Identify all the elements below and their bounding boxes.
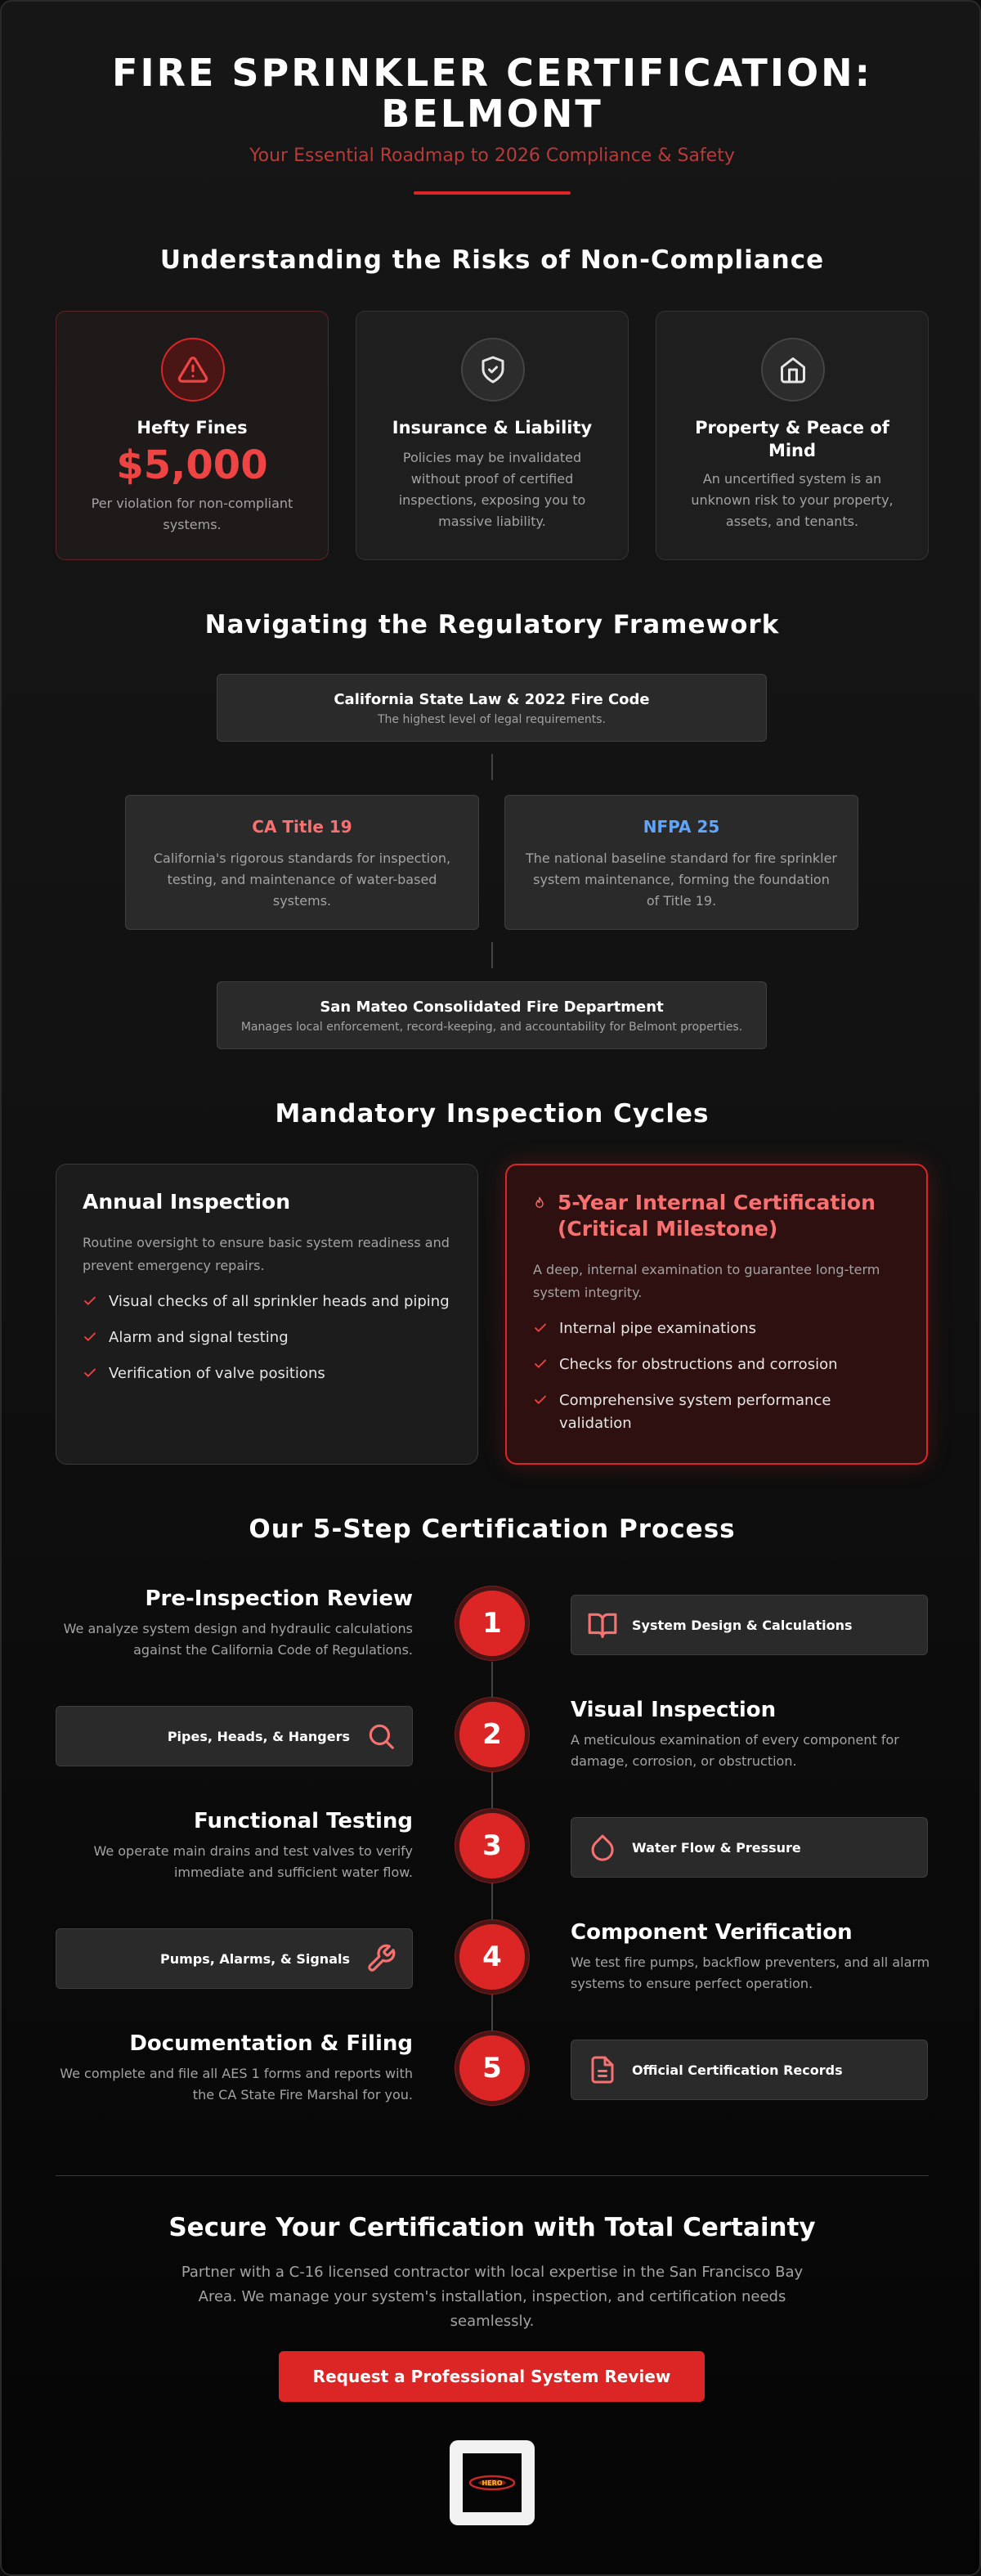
inspections-section-title: Mandatory Inspection Cycles [275, 1099, 710, 1129]
step-badge-label: Pumps, Alarms, & Signals [160, 1950, 350, 1967]
wrench-icon [365, 1942, 397, 1975]
framework-title: California State Law & 2022 Fire Code [334, 691, 650, 708]
request-review-button[interactable]: Request a Professional System Review [279, 2351, 705, 2402]
droplet-icon [586, 1831, 619, 1864]
inspection-checklist [533, 1317, 900, 1435]
list-item-text: Visual checks of all sprinkler heads and piping [109, 1293, 450, 1310]
file-icon [586, 2053, 619, 2086]
framework-section-title: Navigating the Regulatory Framework [204, 610, 780, 640]
framework-text: The national baseline standard for fire sprinkler system maintenance, forming the foundation of Title 19. [525, 850, 838, 909]
step-text: A meticulous examination of every component for damage, corrosion, or obstruction. [571, 1732, 899, 1769]
cta-title: Secure Your Certification with Total Certainty [168, 2213, 816, 2242]
risks-section-title: Understanding the Risks of Non-Compliance [159, 245, 825, 275]
step-number: 2 [455, 1698, 529, 1771]
risk-title: Insurance & Liability [392, 418, 593, 438]
five-year-certification-card [505, 1164, 928, 1465]
step-title: Component Verification [571, 1920, 853, 1945]
step-number: 3 [455, 1809, 529, 1883]
risk-text: An uncertified system is an unknown risk to your property, assets, and tenants. [691, 471, 894, 529]
step-text: We operate main drains and test valves to verify immediate and sufficient water flow. [93, 1843, 413, 1880]
step-badge [56, 1928, 413, 1989]
fire-icon [533, 1196, 546, 1209]
risk-card-property [656, 311, 929, 560]
step-text: We analyze system design and hydraulic calculations against the California Code of Regulations. [63, 1621, 413, 1658]
step-badge-label: Official Certification Records [632, 2062, 843, 2078]
step-text: We complete and file all AES 1 forms and reports with the CA State Fire Marshal for you. [60, 2066, 413, 2103]
risk-card-insurance [356, 311, 629, 560]
search-icon [365, 1720, 397, 1752]
step-text: We test fire pumps, backflow preventers, and all alarm systems to ensure perfect operation. [571, 1954, 930, 1991]
inspection-text: A deep, internal examination to guarantee long-term system integrity. [533, 1262, 880, 1300]
list-item [83, 1326, 451, 1349]
list-item-text: Checks for obstructions and corrosion [559, 1356, 838, 1373]
title-line-1: FIRE SPRINKLER CERTIFICATION: [112, 51, 872, 95]
inspection-title: Annual Inspection [83, 1190, 291, 1214]
framework-text: California's rigorous standards for inspection, testing, and maintenance of water-based systems. [153, 850, 451, 909]
framework-title: San Mateo Consolidated Fire Department [320, 999, 664, 1016]
title-line-2: BELMONT [381, 92, 603, 136]
list-item [83, 1290, 451, 1313]
cta-text: Partner with a C-16 licensed contractor with local expertise in the San Francisco Bay Area. We manage your system's installation, inspection, and certification needs seamlessly. [181, 2264, 804, 2330]
page-title [2, 52, 981, 134]
step-badge [571, 1817, 928, 1878]
list-item [83, 1362, 451, 1385]
step-title: Functional Testing [194, 1809, 413, 1833]
process-section-title: Our 5-Step Certification Process [249, 1515, 736, 1544]
list-item-text: Alarm and signal testing [109, 1329, 289, 1346]
check-icon [533, 1393, 548, 1407]
step-badge [571, 2040, 928, 2100]
step-badge-label: Water Flow & Pressure [632, 1839, 801, 1856]
section-divider [56, 2175, 929, 2176]
logo-mark [463, 2453, 522, 2512]
logo-text: HERO [482, 2480, 503, 2487]
list-item-text: Comprehensive system performance validation [559, 1392, 831, 1432]
framework-fire-department [217, 981, 767, 1049]
framework-title: CA Title 19 [252, 817, 352, 837]
framework-nfpa-25 [504, 795, 858, 930]
step-number: 4 [455, 1920, 529, 1994]
step-title: Visual Inspection [571, 1698, 777, 1722]
step-title: Pre-Inspection Review [145, 1586, 413, 1611]
risk-title: Hefty Fines [137, 418, 248, 438]
step-number: 1 [455, 1586, 529, 1660]
inspection-text: Routine oversight to ensure basic system readiness and prevent emergency repairs. [83, 1235, 450, 1273]
list-item-text: Internal pipe examinations [559, 1320, 757, 1337]
list-item-text: Verification of valve positions [109, 1365, 325, 1382]
risk-title: Property & Peace of Mind [695, 418, 889, 460]
home-icon [761, 338, 825, 402]
connector-line [491, 942, 493, 968]
step-badge-label: System Design & Calculations [632, 1617, 853, 1633]
inspection-checklist [83, 1290, 451, 1385]
framework-text: Manages local enforcement, record-keeping, and accountability for Belmont properties. [240, 1021, 743, 1034]
check-icon [83, 1294, 97, 1308]
shield-check-icon [461, 338, 525, 402]
framework-state-law [217, 674, 767, 742]
list-item [533, 1317, 900, 1340]
step-title: Documentation & Filing [129, 2031, 413, 2056]
framework-title: NFPA 25 [643, 817, 720, 837]
connector-line [491, 754, 493, 780]
list-item [533, 1389, 900, 1435]
step-badge-label: Pipes, Heads, & Hangers [167, 1728, 350, 1744]
fine-amount: $5,000 [116, 442, 268, 488]
page-subtitle: Your Essential Roadmap to 2026 Compliance & Safety [249, 146, 735, 166]
check-icon [533, 1321, 548, 1335]
framework-title-19 [125, 795, 479, 930]
company-logo[interactable] [450, 2440, 535, 2525]
risk-card-fines [56, 311, 329, 560]
book-open-icon [586, 1609, 619, 1641]
risk-text: Per violation for non-compliant systems. [91, 496, 293, 532]
step-badge [571, 1595, 928, 1655]
warning-triangle-icon [161, 338, 225, 402]
framework-text: The highest level of legal requirements. [378, 713, 606, 726]
risk-text: Policies may be invalidated without proof of certified inspections, exposing you to massive liability. [398, 450, 586, 529]
step-badge [56, 1706, 413, 1766]
step-number: 5 [455, 2031, 529, 2105]
check-icon [83, 1330, 97, 1344]
annual-inspection-card [56, 1164, 478, 1465]
title-underline [414, 191, 571, 195]
check-icon [533, 1357, 548, 1371]
inspection-title: 5-Year Internal Certification (Critical Milestone) [558, 1191, 876, 1241]
list-item [533, 1353, 900, 1376]
check-icon [83, 1366, 97, 1380]
